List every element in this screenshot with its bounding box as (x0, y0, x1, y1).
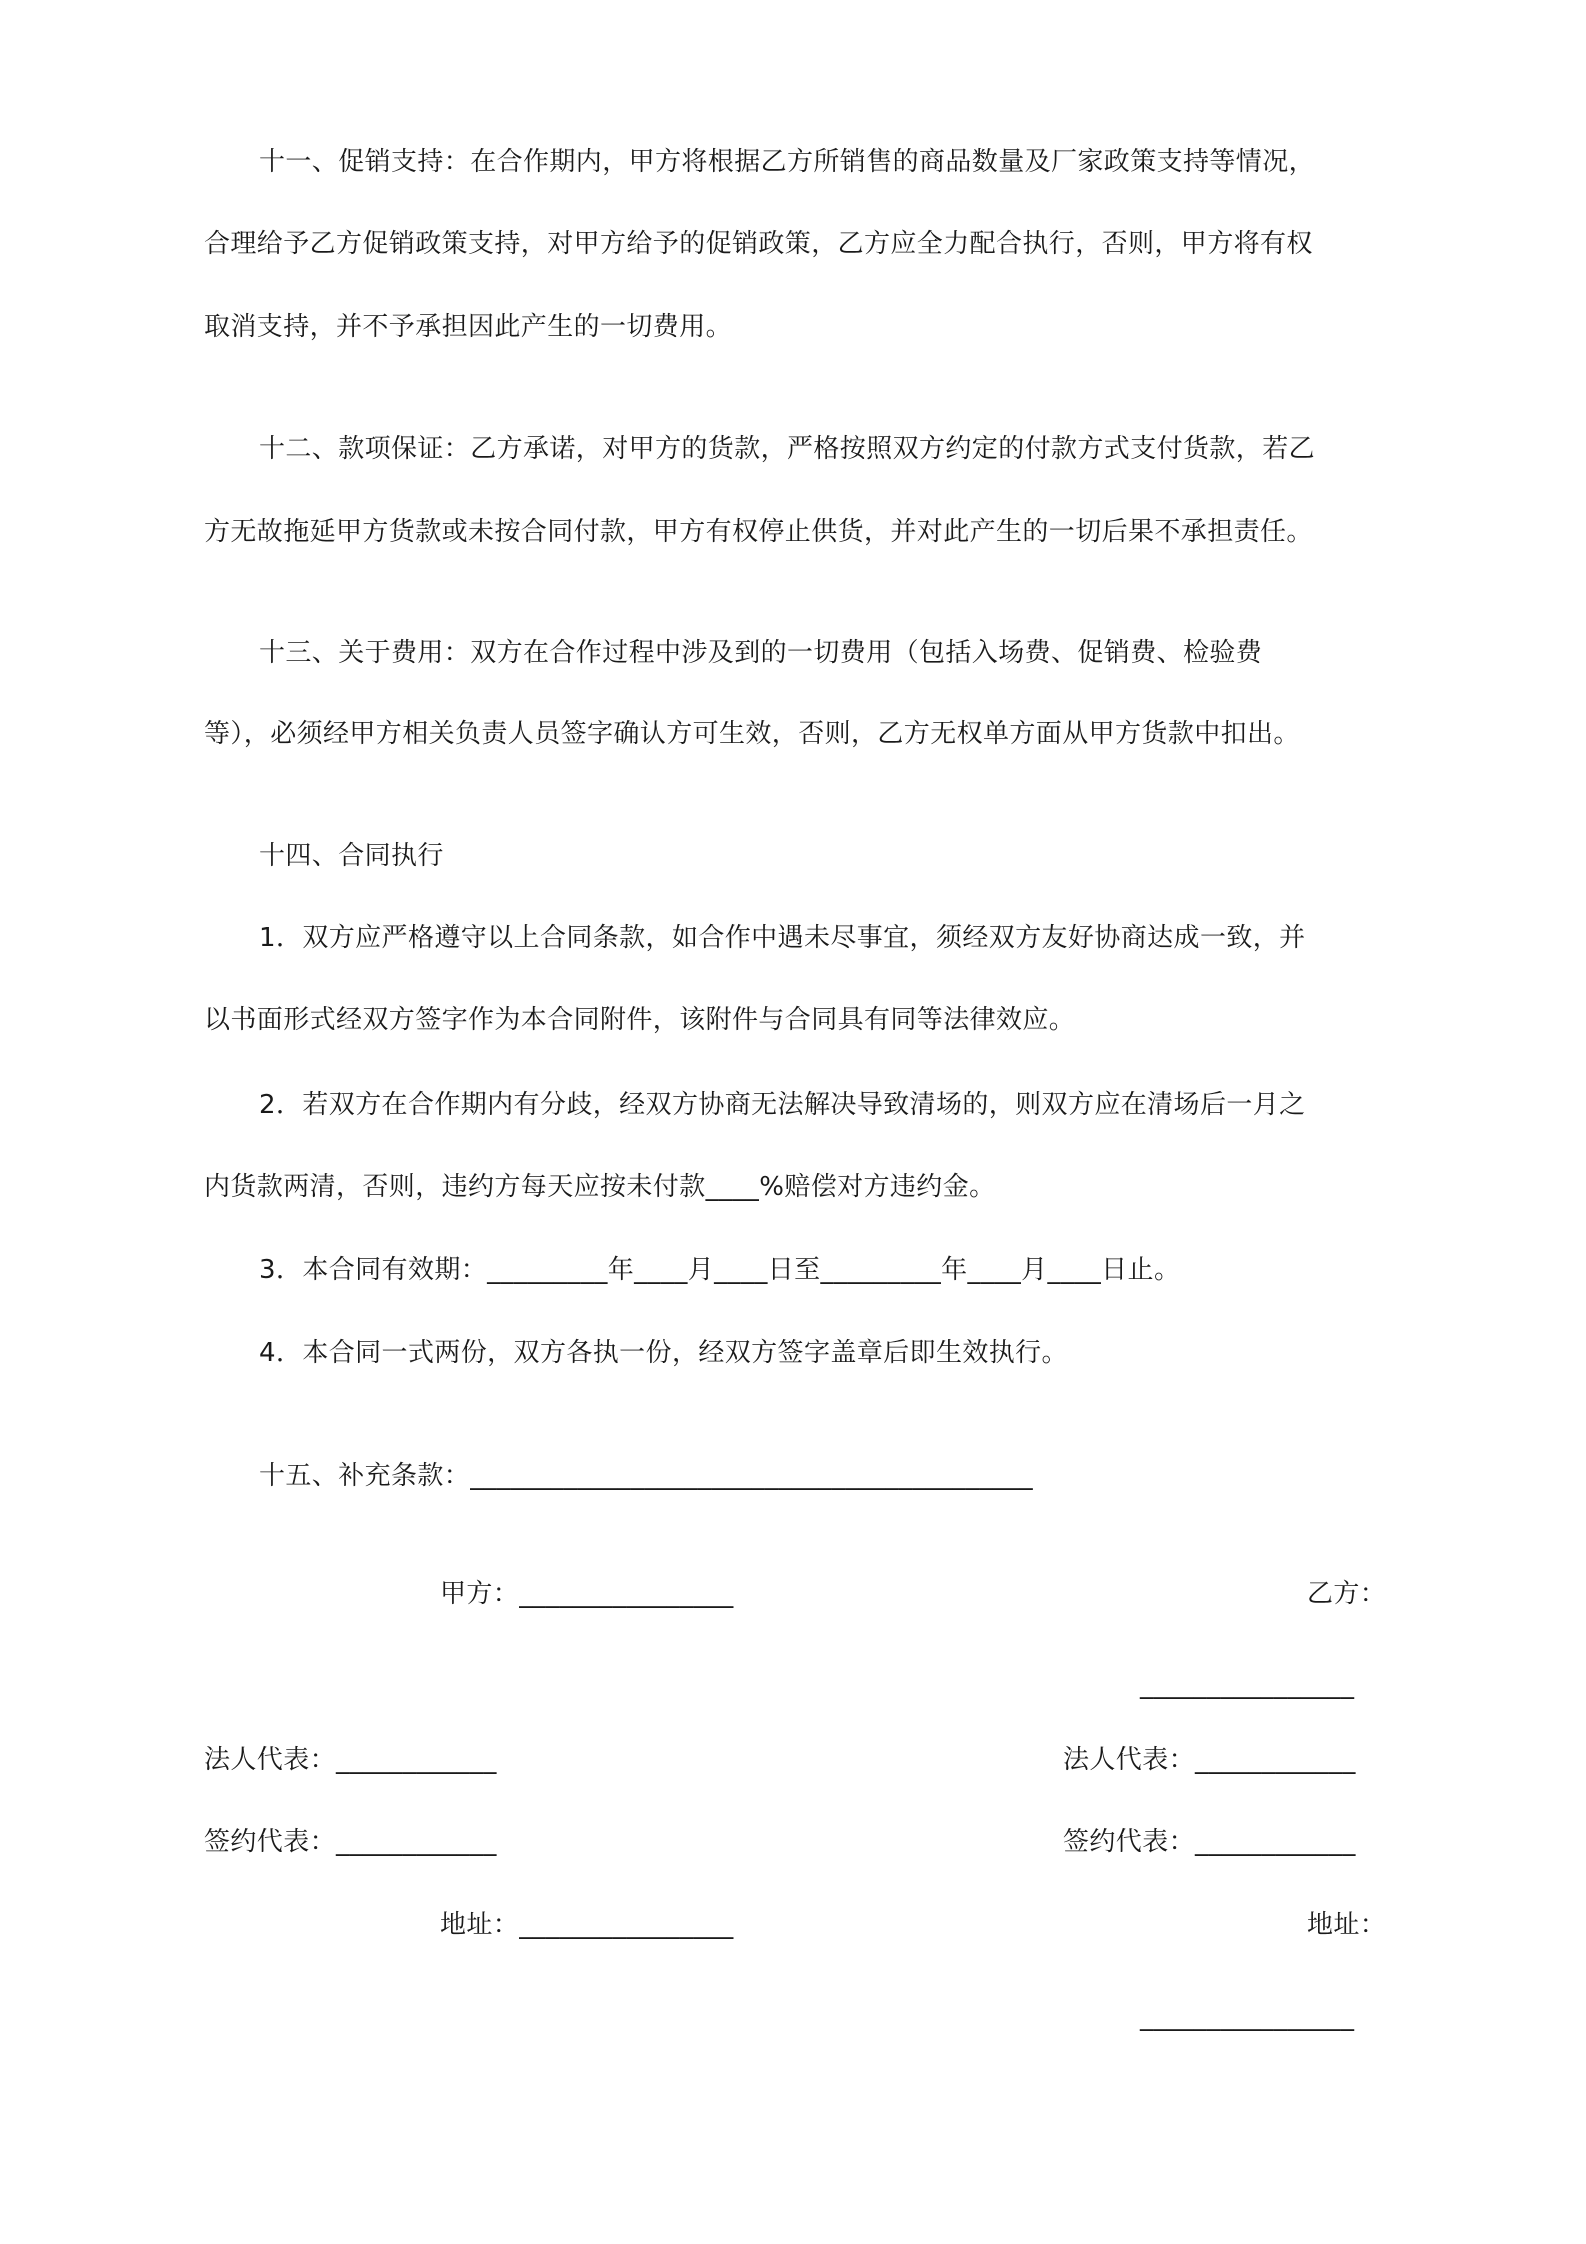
section-11-line-3: 取消支持，并不予承担因此产生的一切费用。 (204, 312, 733, 342)
party-a-signature: 甲方：________________ (440, 1579, 734, 1609)
party-a-signing-representative: 签约代表：____________ (204, 1827, 497, 1857)
party-a-legal-representative: 法人代表：____________ (204, 1745, 497, 1775)
party-b-address-blank: ________________ (1140, 2002, 1355, 2032)
section-14-item-4: 4．本合同一式两份，双方各执一份，经双方签字盖章后即生效执行。 (259, 1338, 1068, 1368)
section-13-line-2: 等），必须经甲方相关负责人员签字确认方可生效，否则，乙方无权单方面从甲方货款中扣出。 (204, 719, 1300, 749)
section-13-line-1: 十三、关于费用：双方在合作过程中涉及到的一切费用（包括入场费、促销费、检验费 (259, 638, 1263, 668)
section-14-heading: 十四、合同执行 (259, 841, 444, 871)
section-14-item-3: 3．本合同有效期：_________年____月____日至_________年____月____日止。 (259, 1255, 1181, 1285)
section-12-line-2: 方无故拖延甲方货款或未按合同付款，甲方有权停止供货，并对此产生的一切后果不承担责任。 (204, 517, 1313, 547)
section-11-line-2: 合理给予乙方促销政策支持，对甲方给予的促销政策，乙方应全力配合执行，否则，甲方将有权 (204, 229, 1313, 259)
party-b-signature-blank: ________________ (1140, 1670, 1355, 1700)
section-11-line-1: 十一、促销支持：在合作期内，甲方将根据乙方所销售的商品数量及厂家政策支持等情况， (259, 147, 1316, 177)
section-14-item-2-line-2: 内货款两清，否则，违约方每天应按未付款____%赔偿对方违约金。 (204, 1172, 996, 1202)
party-b-signature-label: 乙方： (1307, 1579, 1387, 1609)
section-14-item-1-line-1: 1．双方应严格遵守以上合同条款，如合作中遇未尽事宜，须经双方友好协商达成一致，并 (259, 923, 1306, 953)
party-b-signing-representative: 签约代表：____________ (1063, 1827, 1356, 1857)
section-14-item-2-line-1: 2．若双方在合作期内有分歧，经双方协商无法解决导致清场的，则双方应在清场后一月之 (259, 1090, 1306, 1120)
section-15-supplementary-terms: 十五、补充条款：__________________________________________ (259, 1461, 1033, 1491)
party-a-address: 地址：________________ (440, 1910, 734, 1940)
party-b-legal-representative: 法人代表：____________ (1063, 1745, 1356, 1775)
section-12-line-1: 十二、款项保证：乙方承诺，对甲方的货款，严格按照双方约定的付款方式支付货款，若乙 (259, 434, 1316, 464)
party-b-address-label: 地址： (1307, 1910, 1387, 1940)
section-14-item-1-line-2: 以书面形式经双方签字作为本合同附件，该附件与合同具有同等法律效应。 (204, 1005, 1076, 1035)
